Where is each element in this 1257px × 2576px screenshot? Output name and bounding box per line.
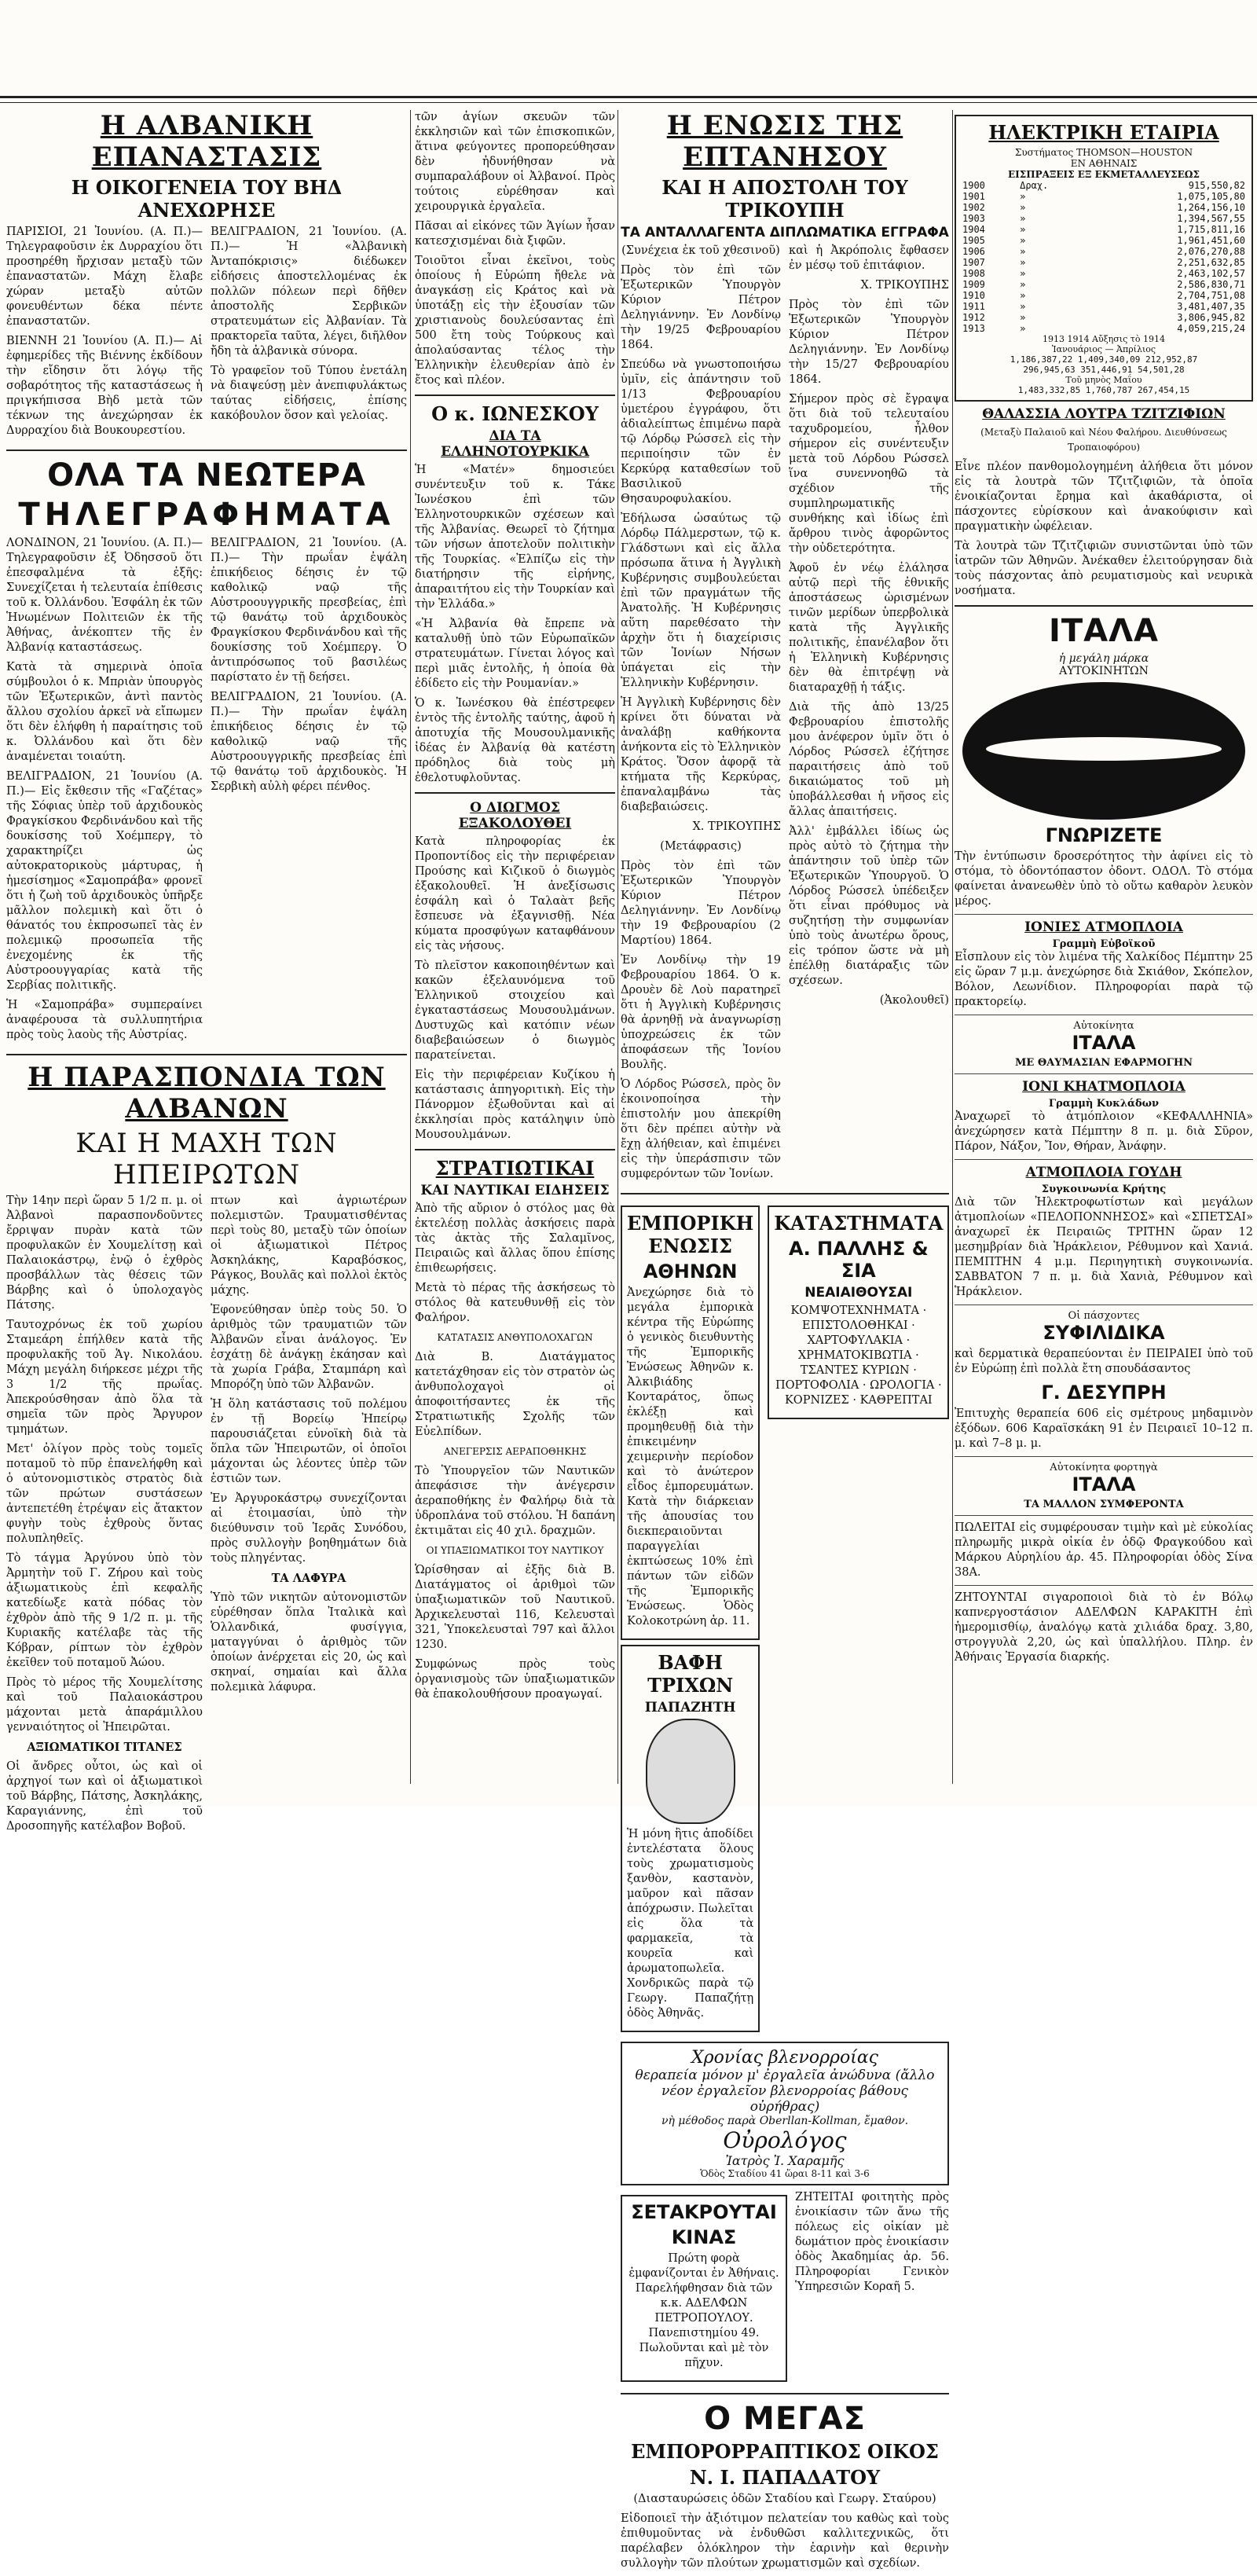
ad-text: Εἰδοποιεῖ τὴν ἀξιότιμον πελατείαν του καθὼς καὶ τοὺς ἐπιθυμοῦντας νὰ ἐνδυθῶσι καλλιτεχνικῶς, ὅτι παρέλαβεν ὁλόκληρον τὴν ἐαρινὴν καὶ θερινὴν συλλογὴν τῶν πλούτων χρωματισμῶν καὶ σχεδίων. [621,2512,949,2570]
revenue-cell: 1903 [962,213,985,224]
ad-subtitle: Γραμμὴ Εὐβοϊκοῦ [1052,938,1156,950]
headline: ΤΗΛΕΓΡΑΦΗΜΑΤΑ [18,497,395,533]
ad-subtitle: ΤΑ ΜΑΛΛΟΝ ΣΥΜΦΕΡΟΝΤΑ [1024,1499,1184,1510]
ad-subtitle: Ν. Ι. ΠΑΠΑΔΑΤΟΥ [689,2466,881,2489]
revenue-cell: » [1020,312,1026,323]
ad-subtitle: Γραμμὴ Κυκλάδων [1048,1098,1160,1110]
article-paragraph: Ὁ Λόρδος Ρώσσελ, πρὸς ὃν ἐκοινοποίησα τὴν ἐπιστολήν μου ἀπεκρίθη ὅτι δὲν πρέπει αὐτὴν νὰ ἔχῃ ἀλήθειαν, καὶ ἐπιμένει εἰς τὴν ὑπεράσπισιν τῶν συμφερόντων τῶν Ἰονίων. [621,1078,781,1180]
ad-subtitle: ΑΘΗΝΩΝ [643,1260,738,1282]
table-footer: 1,483,332,85 1,760,787 267,454,15 [1017,385,1190,395]
article-paragraph: πτων καὶ ἀγριωτέρων πολεμιστῶν. Τραυματισθέντας περὶ τοὺς 80, μεταξὺ τῶν ὁποίων οἱ ἀξιωματικοὶ Πέτρος Ἀσκηλάκης, Καραβόσκος, Ράγκος, Βουλᾶς καὶ πολλοὶ ἐκτὸς μάχης. [211,1194,407,1297]
article-paragraph: Κατὰ τὰ σημερινὰ ὁποῖα σύμβουλοι ὁ κ. Μπριὰν ὑπουργὸς τῶν Ἐξωτερικῶν, ἀντὶ παντὸς ἄλλου σχολίου ἀρκεῖ νὰ εἴπωμεν ὅτι δὲν ἐλήφθη ἡ παραίτησις τοῦ κ. Ὀλλάνδου καὶ ὅτι δὲν ἀναμένεται τοιαύτη. [6,661,203,763]
article-paragraph: Ἀλλ' ἐμβάλλει ἰδίως ὡς πρὸς αὐτὸ τὸ ζήτημα τὴν ἀπάντησιν τοῦ ὑπὲρ τῶν Ἐξωτερικῶν Ὑπουργοῦ. Ὁ Λόρδος Ρώσσελ ὑπέδειξεν ὅτι εἶναι πρόθυμος νὰ συζητήσῃ τὴν συμφωνίαν ὑπὸ τοὺς ἀνωτέρω ὅρους, εἰς τρόπον ὥστε νὰ μὴ ἐπέλθῃ διατάραξις τῶν σχέσεων. [789,825,949,987]
ad-text: Πρώτη φορὰ ἐμφανίζονται ἐν Ἀθήναις. Παρελήφθησαν διὰ τῶν κ.κ. ΑΔΕΛΦΩΝ ΠΕΤΡΟΠΟΥΛΟΥ. Πανεπιστημίου 49. Πωλοῦνται καὶ μὲ τὸν πῆχυν. [628,2252,779,2369]
ad-title: ΙΟΝΙ ΚΗΑΤΜΟΠΛΟΙΑ [1022,1079,1186,1095]
revenue-cell: 1,394,567,55 [1177,213,1245,224]
revenue-row [961,202,1247,213]
revenue-cell: 1,715,811,16 [1177,224,1245,235]
masthead-rule-thin [0,102,1257,103]
ad-text: Τὰ λουτρὰ τῶν Τζιτζιφιῶν συνιστῶνται ὑπὸ τῶν ἰατρῶν τῶν Ἀθηνῶν. Ἀνέκαθεν ἐλειτούργησαν διὰ τοὺς πάσχοντας ἀπὸ ρευματισμοὺς καὶ νευρικὰ νοσήματα. [955,540,1253,597]
revenue-row [961,279,1247,290]
ad-subtitle: Οἱ πάσχοντες [1068,1310,1140,1322]
ad-title: ΕΜΠΟΡΙΚΗ ΕΝΩΣΙΣ [627,1212,754,1257]
ad-title: Χρονίας βλενορροίας [691,2048,878,2068]
revenue-row [961,257,1247,268]
section-subtitle: (Μετάφρασις) [660,840,742,853]
column-1 [6,110,407,1839]
revenue-cell: » [1020,191,1026,202]
revenue-row [961,301,1247,312]
article-paragraph: Μετὰ τὸ πέρας τῆς ἀσκήσεως τὸ στόλος θὰ κατευθυνθῇ εἰς τὸν Φαλήρον. [415,1282,615,1324]
section-subtitle: ΟΙ ΥΠΑΞΙΩΜΑΤΙΚΟΙ ΤΟΥ ΝΑΥΤΙΚΟΥ [426,1545,604,1556]
article-body [6,1194,407,1839]
revenue-cell: 915,550,82 [1188,180,1245,191]
ad-title: ΙΤΑΛΑ [1072,1473,1136,1495]
article-paragraph: Τὸ τάγμα Ἀργύνου ὑπὸ τὸν Ἀρμητὴν τοῦ Γ. Ζήρου καὶ τοὺς ἀξιωματικοὺς ἐπὶ κεφαλῆς κατεδίωξε κατὰ πόδας τὸν ἐχθρὸν ἀπὸ τῆς 9 1/2 π. μ. τῆς Κυριακῆς κατέλαβε τὰς τῆς Κόβραν, ρίπτων τὸν ἐχθρὸν ἐκεῖθεν τοῦ ποταμοῦ Ἀώου. [6,1552,203,1669]
article-paragraph: Διὰ Β. Διατάγματος κατετάχθησαν εἰς τὸν στρατὸν ὡς ἀνθυπολοχαγοὶ οἱ ἀποφοιτήσαντες ἐκ τῆς Στρατιωτικῆς Σχολῆς τῶν Εὐελπίδων. [415,1351,615,1438]
article-paragraph: Ἀπὸ τῆς αὔριον ὁ στόλος μας θὰ ἐκτελέσῃ πολλὰς ἀσκήσεις παρὰ τὰς ἀκτὰς τῆς Σαλαμῖνος, Πειραιῶς καὶ ἄλλας ὅπου ἐπίσης ἐπιθεωρήσεις. [415,1202,615,1275]
revenue-cell: 1910 [962,290,985,301]
ad-text: Ἀναχωρεῖ τὸ ἀτμόπλοιον «ΚΕΦΑΛΛΗΝΙΑ» ἀνεχώρησεν κατὰ Πέμπτην 8 π. μ. διὰ Σῦρον, Πάρον, Νάξον, Ἴον, Θήραν, Ἀνάφην. [955,1110,1253,1153]
ad-text: ΚΟΜΨΟΤΕΧΝΗΜΑΤΑ · ΕΠΙΣΤΟΛΟΘΗΚΑΙ · ΧΑΡΤΟΦΥΛΑΚΙΑ · ΧΡΗΜΑΤΟΚΙΒΩΤΙΑ · ΤΣΑΝΤΕΣ ΚΥΡΙΩΝ · ΠΟΡΤΟΦΟΛΙΑ · ΩΡΟΛΟΓΙΑ · ΚΟΡΝΙΖΕΣ · ΚΑΘΡΕΠΤΑΙ [775,1305,942,1407]
section-subtitle: ΚΑΤΑΤΑΣΙΣ ΑΝΘΥΠΟΛΟΧΑΓΩΝ [437,1332,593,1343]
ad-subtitle: (Μεταξὺ Παλαιοῦ καὶ Νέου Φαλήρου. Διευθύνσεως Τροπαιοφόρου) [980,427,1227,453]
ad-subtitle: ΝΕΑΙΑΙΘΟΥΣΑΙ [804,1285,913,1301]
article-paragraph: Εἰς τὴν περιφέρειαν Κυζίκου ἡ κατάστασις ἀπηγοριτικὴ. Εἰς τὴν Πάνορμον ἐξωθοῦνται καὶ αἱ ἐκκλησίαι πρὸς κατάληψιν ὑπὸ Μουσουλμάνων. [415,1069,615,1141]
ad-subtitle: Αὐτοκίνητα [1073,1020,1134,1032]
ad-text: Διὰ τῶν Ἠλεκτροφωτίστων καὶ μεγάλων ἀτμοπλοίων «ΠΕΛΟΠΟΝΝΗΣΟΣ» καὶ «ΣΠΕΤΣΑΙ» ἀναχωρεῖ ἐκ Πειραιῶς ΤΡΙΤΗΝ ὥραν 12 μεσημβρίαν διὰ Ἡράκλειον, Ρέθυμνον καὶ Χανιά. ΠΕΜΠΤΗΝ 4 μ.μ. Περιηγητικὴ συγκοινωνία. ΣΑΒΒΑΤΟΝ 7 π. μ. διὰ Χανιὰ, Ρέθυμνον καὶ Ἡράκλειον. [955,1196,1253,1298]
ad-text: καὶ δερματικὰ θεραπεύονται ἐν ΠΕΙΡΑΙΕΙ ὑπὸ τοῦ ἐν Εὐρώπῃ ἐπὶ πολλὰ ἔτη σπουδάσαντος [955,1348,1253,1375]
revenue-row [961,224,1247,235]
article-paragraph: (Συνέχεια ἐκ τοῦ χθεσινοῦ) [621,244,780,257]
revenue-row [961,180,1247,191]
ad-electric-company [955,115,1253,402]
ad-text: (Διασταυρώσεις ὁδῶν Σταδίου καὶ Γεωργ. Σταύρου) [633,2493,936,2505]
revenue-cell: » [1020,323,1026,334]
revenue-cell: 1908 [962,268,985,279]
ad-title: ΣΕΤΑΚΡΟΥΤΑΙ [631,2201,777,2223]
article-paragraph: Τὸ γραφεῖον τοῦ Τύπου ἐνετάλη νὰ διαψεύσῃ μὲν ἀνεπιφυλάκτως ταύτας εἰδήσεις, ἐπίσης κακόβουλον ὅσον καὶ γελοίας. [211,365,407,422]
headline: ΟΛΑ ΤΑ ΝΕΩΤΕΡΑ [47,457,366,494]
ad-subtitle: Συστήματος THOMSON—HOUSTON [1014,147,1193,158]
article-paragraph: Σπεύδω νὰ γνωστοποιήσω ὑμῖν, εἰς ἀπάντησιν τοῦ 1/13 Φεβρουαρίου ὑμετέρου ἐγγράφου, ὅτι ἀδιαλείπτως ἐπιμένω παρὰ τῷ Λόρδῳ Ρώσσελ εἰς τὴν περιποίησιν τῶν ἐν Κερκύρᾳ καταθεσίων τοῦ Βασιλικοῦ Θησαυροφυλακίου. [621,358,781,505]
continued-note: (Ἀκολουθεῖ) [879,994,949,1007]
column-divider [410,110,411,1784]
revenue-cell: 1906 [962,246,985,257]
ad-title: ΑΤΜΟΠΛΟΙΑ ΓΟΥΔΗ [1025,1165,1182,1180]
divider [955,1456,1253,1457]
article-paragraph: Ταυτοχρόνως ἐκ τοῦ χωρίου Σταμεάρη ἐπήλθεν κατὰ τῆς προφυλακῆς τοῦ Ἁγ. Νικολάου. Μάχη μεγάλη διήρκεσε μέχρι τῆς 3 1/2 τῆς πρωΐας. Ἀπεκρούσθησαν ἀπὸ ὅλα τὰ σημεῖα τῶν πρὸς Ἄργυρον τμημάτων. [6,1319,203,1436]
article-paragraph: Ἐν Ἀργυροκάστρῳ συνεχίζονται αἱ ἑτοιμασίαι, ὑπὸ τὴν διεύθυνσιν τοῦ Ἱερᾶς Συνόδου, πρὸς συλλογὴν βοηθημάτων διὰ τοὺς πληγέντας. [211,1492,407,1565]
ad-subtitle: ΚΙΝΑΣ [671,2226,737,2248]
revenue-row [961,191,1247,202]
headline: Η ΠΑΡΑΣΠΟΝΔΙΑ ΤΩΝ ΑΛΒΑΝΩΝ [27,1062,386,1125]
revenue-row [961,312,1247,323]
revenue-cell: 2,251,632,85 [1177,257,1245,268]
ad-subtitle: Αὐτοκίνητα φορτηγὰ [1050,1462,1158,1473]
headline: Η ΑΛΒΑΝΙΚΗ ΕΠΑΝΑΣΤΑΣΙΣ [91,110,322,173]
ad-emporiki-enosis [621,1205,760,1640]
signature: Χ. ΤΡΙΚΟΥΠΗΣ [860,279,949,292]
woman-portrait-icon [646,1719,735,1824]
ad-row [621,1201,949,2037]
article-paragraph: Σήμερον πρὸς σὲ ἔγραψα ὅτι διὰ τοῦ τελευταίου ταχυδρομείου, ἦλθον σήμερον εἰς συνέντευξιν μετὰ τοῦ Λόρδου Ρώσσελ ἵνα συνεννοηθῶ τὰ σχέδιον τῆς συμπληρωματικῆς συνθήκης καὶ ἰδίως ἐπὶ ἄρθρου τινὸς ἀφορῶντος τὴν οὐδετερότητα. [789,393,949,555]
ad-text: Ἐπιτυχὴς θεραπεία 606 εἰς σμέτρους μηδαμινὸν ἐξόδων. 606 Καραϊσκάκη 91 ἐν Πειραιεῖ 10–12 π. μ. καὶ 7–8 μ. μ. [955,1407,1253,1450]
article-paragraph: Ἐφονεύθησαν ὑπὲρ τοὺς 50. Ὁ ἀριθμὸς τῶν τραυματιῶν τῶν Ἀλβανῶν εἶναι ἀνάλογος. Ἐν ἐσχάτῃ δὲ ἀνάγκῃ ἐκάησαν καὶ τὰ χωρία Γράβα, Σταμπάρη καὶ Μπορόζη ὑπὸ τῶν Ἀλβανῶν. [211,1304,407,1391]
subheadline: Η ΟΙΚΟΓΕΝΕΙΑ ΤΟΥ ΒΗΔ ΑΝΕΧΩΡΗΣΕ [71,176,343,222]
column-3 [621,110,949,2576]
ad-title: ΙΟΝΙΕΣ ΑΤΜΟΠΛΟΙΑ [1024,919,1183,935]
revenue-cell: Δραχ. [1020,180,1049,191]
table-footer: 1,186,387,22 1,409,340,09 212,952,87 [1010,354,1198,365]
article-paragraph: Διὰ τῆς ἀπὸ 13/25 Φεβρουαρίου ἐπιστολῆς μου ἀνέφερον ὑμῖν ὅτι ὁ Λόρδος Ρώσσελ ἐζήτησε παραιτήσεις ἀπὸ τοῦ δικαιώματος τοῦ μὴ ὑποβάλλεσθαι ἡ νῆσος εἰς ἄλλας ἀπαιτήσεις. [789,701,949,818]
article-body [6,536,407,1048]
article-paragraph: Ὁ κ. Ἰωνέσκου θὰ ἐπέστρεφεν ἐντὸς τῆς ἐντολῆς ταύτης, ἀφοῦ ἡ ἀποτυχία τῆς Μουσουλμανικῆς ἰδέας ἐν Ἀλβανίᾳ θὰ κατέστη πρόδηλος διὰ τοὺς μὴ ἐθελοτυφλοῦντας. [415,697,615,784]
article-paragraph: Κατὰ πληροφορίας ἐκ Προποντίδος εἰς τὴν περιφέρειαν Προύσης καὶ Κιζικοῦ ὁ διωγμὸς ἐξακολουθεῖ. Ἡ ἀνεξίσωσις ἐσφάλη καὶ ὁ Ταλαὰτ βεῆς ἔσπευσε νὰ ἐξαγνισθῇ. Νέα κύματα προσφύγων καταφθάνουν εἰς τὰς νήσους. [415,835,615,952]
column-4 [955,110,1253,1670]
ad-subtitle: ΕΝ ΑΘΗΝΑΙΣ [1070,158,1138,169]
article-paragraph: Ἐν Λονδίνῳ τὴν 19 Φεβρουαρίου 1864. Ὁ κ. Δρουὲν δὲ Λοὺ παρατηρεῖ ὅτι ἡ Ἀγγλικὴ Κυβέρνησις θὰ ἀρνηθῇ νὰ ἀναγνωρίσῃ ὑποχρεώσεις ἐκ τῶν ἀποφάσεων τῆς Ἰονίου Βουλῆς. [621,954,781,1071]
revenue-cell: 1902 [962,202,985,213]
article-paragraph: Τοιοῦτοι εἶναι ἐκεῖνοι, τοὺς ὁποίους ἡ Εὐρώπη ἤθελε νὰ ἀναγκάσῃ εἰς Κράτος καὶ νὰ ὑποτάξῃ εἰς τὴν ἐξουσίαν τῶν χριστιανοὺς δουλεύσαντας ἐπὶ 500 ἔτη τοὺς Τούρκους καὶ ἀπολαύσαντας τέλος τὴν Ἑλληνικὴν ἐλευθερίαν ἀπὸ ἐν ἔτος καὶ πλέον. [415,255,615,387]
divider [621,2393,949,2394]
subheadline: ΔΙΑ ΤΑ ΕΛΛΗΝΟΤΟΥΡΚΙΚΑ [441,428,589,460]
article-paragraph: Μετ' ὀλίγον πρὸς τοὺς τομεῖς ποταμοῦ τὸ πῦρ ἐπανελήφθη καὶ ὁ αὐτονομιστικὸς στρατὸς διὰ τῶν πρώτων συστάσεων ἀντεπετέθη ἐτρέψαν εἰς ἄτακτον φυγὴν τοὺς ἐχθροὺς ὅντας πολυπληθεῖς. [6,1443,203,1545]
revenue-cell: » [1020,213,1026,224]
table-footer: 296,945,63 351,446,91 54,501,28 [1023,365,1185,375]
ad-subtitle: ἡ μεγάλη μάρκα [1058,652,1149,665]
article-body [6,225,407,443]
revenue-cell: 1,264,156,10 [1177,202,1245,213]
revenue-row [961,213,1247,224]
column-divider [952,110,953,1784]
ad-ourologos [621,2042,949,2185]
revenue-cell: 1905 [962,235,985,246]
article-paragraph: Ἡ Ἀγγλικὴ Κυβέρνησις δὲν κρίνει ὅτι δύναται νὰ ἀναλάβῃ καθήκοντα ἀνήκοντα εἰς τὸ Ἑλληνικὸν Κράτος. Ὅσον ἀφορᾷ τὰ κτήματα τῆς Κερκύρας, ἐπαναλαμβάνω τὰς διαβεβαιώσεις. [621,696,781,813]
revenue-cell: 1911 [962,301,985,312]
revenue-cell: 4,059,215,24 [1177,323,1245,334]
revenue-row [961,323,1247,334]
masthead-rule [0,96,1257,98]
article-paragraph: καὶ ἡ Ἀκρόπολις ἔφθασεν ἐν μέσῳ τοῦ ἐπιτάφιον. [789,244,949,272]
revenue-cell: 1,961,451,60 [1177,235,1245,246]
ad-subtitle: ΕΜΠΟΡΟΡΡΑΠΤΙΚΟΣ ΟΙΚΟΣ [631,2440,939,2463]
ad-text: Εἶνε πλέον πανθομολογημένη ἀλήθεια ὅτι μόνον εἰς τὰ λουτρὰ τῶν Τζιτζιφιῶν, τὰ ὁποῖα ἐνοικίαζονται ἔρημα καὶ ἀκαθάριστα, οἱ πάσχοντες εὑρίσκουν καὶ ἀνακούφισιν καὶ πραγματικὴν ὠφέλειαν. [955,461,1253,533]
ad-text: Ὁδὸς Σταδίου 41 ὥραι 8-11 καὶ 3-6 [700,2168,870,2179]
divider [955,1515,1253,1516]
ad-text: Τὴν ἐντύπωσιν δροσερότητος τὴν ἀφίνει εἰς τὸ στόμα, τὸ ὀδοντόπαστον ὀδοντ. ΟΔΟΛ. Τὸ στόμα φαίνεται ἀνανεωθὲν ὑπὸ τὸ οὕτω καθαρὸν λευκὸν μέρος. [955,850,1253,908]
article-paragraph: Πρὸς τὸν ἐπὶ τῶν Ἐξωτερικῶν Ὑπουργὸν Κύριον Πέτρον Δεληγιάννην. Ἐν Λονδίνῳ τὴν 19 Φεβρουαρίου (2 Μαρτίου) 1864. [621,860,781,947]
ad-subtitle: Συγκοινωνία Κρήτης [1041,1183,1167,1195]
divider [955,1073,1253,1074]
subheadline: ΤΑ ΑΝΤΑΛΛΑΓΕΝΤΑ ΔΙΠΛΩΜΑΤΙΚΑ ΕΓΓΡΑΦΑ [621,225,949,240]
revenue-cell: 1901 [962,191,985,202]
revenue-row [961,268,1247,279]
divider [415,1149,615,1150]
revenue-row [961,290,1247,301]
subheadline: ΚΑΙ Η ΑΠΟΣΤΟΛΗ ΤΟΥ ΤΡΙΚΟΥΠΗ [661,176,908,222]
article-paragraph: Ἀφοῦ ἐν νέῳ ἐλάλησα αὐτῷ περὶ τῆς ἐθνικῆς ἀποστάσεως ὡρισμένων τινῶν μερίδων ὑπερβολικὰ κατὰ τῆς Ἀγγλικῆς πολιτικῆς, ἐπανέλαβον ὅτι ἡ Ἑλληνικὴ Κυβέρνησις δὲν θὰ ἐπιτρέψῃ νὰ διαταραχθῇ ἡ τάξις. [789,562,949,694]
headline: Η ΕΝΩΣΙΣ ΤΗΣ ΕΠΤΑΝΗΣΟΥ [666,110,903,173]
ad-katastimata [768,1205,949,1419]
divider [415,792,615,794]
ad-title: ΓΝΩΡΙΖΕΤΕ [1045,824,1163,846]
divider [955,1159,1253,1160]
ad-text: νὴ μέθοδος παρὰ Oberllan-Kollman, ἔμαθον. [661,2115,909,2127]
revenue-cell: 1912 [962,312,985,323]
divider [415,394,615,396]
article-paragraph: Τὸ πλεῖστον κακοποιηθέντων καὶ κακῶν ἐξελαυνόμενα τοῦ Ἑλληνικοῦ στοιχείου καὶ ἐγκαταστάσεως Μουσουλμάνων. Δυστυχῶς καὶ κατόπιν νέων διαβεβαιώσεων ὁ διωγμὸς παρατείνεται. [415,960,615,1062]
ad-text: Εἶσπλουν εἰς τὸν λιμένα τῆς Χαλκίδος Πέμπτην 25 εἰς ὥραν 7 μ.μ. ἀνεχώρησε διὰ Σκιάθον, Σκόπελον, Βόλον, Λεωνίδιον. Πληροφορίαι παρὰ τῷ πρακτορείῳ. [955,951,1253,1008]
revenue-cell: 1900 [962,180,985,191]
article-paragraph: Πρὸς τὸν ἐπὶ τῶν Ἐξωτερικῶν Ὑπουργὸν Κύριον Πέτρον Δεληγιάννην. Ἐν Λονδίνῳ τὴν 19/25 Φεβρουαρίου 1864. [621,264,781,351]
table-footer: Τοῦ μηνὸς Μαΐου [1065,375,1142,385]
table-footer: 1913 1914 Αὔξησις τὸ 1914 [1043,334,1165,344]
ad-title: Οὐρολόγος [723,2127,847,2153]
article-paragraph: ΒΙΕΝΝΗ 21 Ἰουνίου (Α. Π.)— Αἱ ἐφημερίδες τῆς Βιέννης ἐκδίδουν τὴν εἴδησιν ὅτι λόγῳ τῆς σοβαρότητος τῆς καταστάσεως ἡ πριγκήπισσα Βὴδ μετὰ τῶν τέκνων της ἀνεχώρησαν ἐκ Δυρραχίου διὰ Βουκουρεστίου. [6,335,203,437]
revenue-cell: 1913 [962,323,985,334]
section-subtitle: ΤΑ ΛΑΦΥΡΑ [271,1572,346,1585]
article-paragraph: Ἡ «Ματέν» δημοσιεύει συνέντευξιν τοῦ κ. Τάκε Ἰωνέσκου ἐπὶ τῶν Ἑλληνοτουρκικῶν σχέσεων καὶ τῆς Ἀλβανίας. Θεωρεῖ τὸ ζήτημα τῶν νήσων ἀποτελοῦν πολιτικὴν τῆς Τουρκίας. «Ἐλπίζω εἰς τὴν διατήρησιν τῆς εἰρήνης, ἀπαραιτήτου εἰς τὴν Τουρκίαν καὶ τὴν Ἑλλάδα.» [415,464,615,611]
ad-title: ΚΑΤΑΣΤΗΜΑΤΑ [774,1212,944,1235]
article-paragraph: Ὑπὸ τῶν νικητῶν αὐτονομιστῶν εὑρέθησαν ὅπλα Ἰταλικὰ καὶ Ὁλλανδικά, φυσίγγια, ματαγγύναι ὁ ἀριθμὸς τῶν ὁποίων ἀνέρχεται εἰς 20, ὡς καὶ σκηναί, σημαίαι καὶ ἄλλα πολεμικὰ λάφυρα. [211,1591,407,1693]
article-paragraph: Ἡ «Σαμοπράβα» συμπεραίνει ἀναφέρουσα τὰ συλλυπητήρια πρὸς τοὺς λαοὺς τῆς Αὐστρίας. [6,999,203,1041]
ad-text: ΖΗΤΟΥΝΤΑΙ σιγαροποιοὶ διὰ τὸ ἐν Βόλῳ καπνεργοστάσιον ΑΔΕΛΦΩΝ ΚΑΡΑΚΙΤΗ ἐπὶ ἡμερομισθίῳ, ἀναλόγῳ κατὰ χιλιάδα δραχ. 3,80, στρογγυλὰ 2,20, ὡς καὶ ὑπαλλήλου. Πληρ. ἐν Ἀθήναις Ἐργασία διαρκής. [955,1591,1253,1664]
ad-row [621,2190,949,2387]
ad-text: ΖΗΤΕΙΤΑΙ φοιτητὴς πρὸς ἐνοικίασιν τῶν ἄνω τῆς πόλεως εἰς οἰκίαν μὲ δωμάτιον πρὸς ἐνοικίασιν ὁδὸς Ἀκαδημίας ἀρ. 56. Πληροφορίαι Γενικὸν Ὑπηρεσιῶν Κοραῆ 5. [795,2191,949,2293]
revenue-cell: 2,586,830,71 [1177,279,1245,290]
revenue-cell: 1,075,105,80 [1177,191,1245,202]
article-body [621,244,949,1187]
revenue-cell: » [1020,202,1026,213]
revenue-cell: » [1020,257,1026,268]
divider [6,1054,407,1055]
section-subtitle: ΑΝΕΓΕΡΣΙΣ ΑΕΡΑΠΟΘΗΚΗΣ [443,1446,587,1457]
divider [621,1193,949,1194]
ad-subtitle: ΕΙΣΠΡΑΞΕΙΣ ΕΞ ΕΚΜΕΤΑΛΛΕΥΣΕΩΣ [1008,169,1200,180]
signature: Χ. ΤΡΙΚΟΥΠΗΣ [692,820,781,833]
headline: ΣΤΡΑΤΙΩΤΙΚΑΙ [435,1157,595,1180]
revenue-cell: » [1020,290,1026,301]
article-paragraph: Τὴν 14ην περὶ ὥραν 5 1/2 π. μ. οἱ Ἀλβανοὶ παρασπονδοῦντες ἔρριψαν πυρὰν κατὰ τῶν προφυλακῶν ἐν Χουμελίτσῃ καὶ Παλαιοκάστρῳ, ἐνῷ ὁ ἐχθρὸς προσβάλλων τὰς θέσεις τῶν Βάρβης καὶ ὁ ὑπολοχαγὸς Πάτσης. [6,1194,203,1312]
ad-text: Ἰατρὸς Ἰ. Χαραμῆς [725,2153,845,2168]
headline: Ο ΔΙΩΓΜΟΣ ΕΞΑΚΟΛΟΥΘΕΙ [458,800,572,831]
column-2 [415,110,615,1707]
ad-zitite [795,2190,949,2387]
article-paragraph: τῶν ἁγίων σκευῶν τῶν ἐκκλησιῶν καὶ τῶν ἐπισκοπικῶν, ἅτινα φεύγοντες προπορεύθησαν δὲν ἠδυνήθησαν νὰ συμπαραλάβουν οἱ Ἀλβανοί. Πρὸς τούτοις εὑρέθησαν καὶ χειρουργικὰ ἐργαλεῖα. [415,111,615,213]
ad-title: ΙΤΑΛΑ [1072,1032,1136,1054]
ad-subtitle: ΜΕ ΘΑΥΜΑΣΙΑΝ ΕΦΑΡΜΟΓΗΝ [1015,1057,1193,1069]
revenue-cell: » [1020,268,1026,279]
article-paragraph: ΠΑΡΙΣΙΟΙ, 21 Ἰουνίου. (Α. Π.)— Τηλεγραφοῦσιν ἐκ Δυρραχίου ὅτι προσηρέθη ἤρχισαν μεταξὺ τῶν ἐπαναστατῶν. Μάχη ἔλαβε χώραν μεταξὺ αὐτῶν φονευθέντων δέκα πέντε ἐπαναστατῶν. [6,226,203,328]
divider [6,450,407,451]
ad-title: ΒΑΦΗ ΤΡΙΧΩΝ [647,1651,734,1697]
divider [955,914,1253,915]
table-footer: Ἰανουάριος — Ἀπρίλιος [1051,344,1156,354]
article-paragraph: ΒΕΛΙΓΡΑΔΙΟΝ, 21 Ἰουνίου (Α. Π.)— Εἰς ἔκθεσιν τῆς «Γαζέτας» τῆς Σόφιας ὑπὲρ τοῦ ἀρχιδουκὸς Φραγκίσκου Φερδινάνδου καὶ τῆς δουκίσσης τοῦ Χοέμπεργ, τὸ χαρακτηρίζει ὡς αὐτοκρατορικοὺς μάρτυρας, ἡ ἡμεσίσημος «Σαμοπράβα» φρονεῖ ὅτι ἡ ζωὴ τοῦ ἀρχιδουκὸς ὑπῆρξε μᾶλλον πολεμικὴ καὶ ὅτι ὁ θάνατός του ἐκπροσωπεῖ τὰς ἐν πολεμικῷ προσωπεῖα τῆς ἐνεχομένης ἐκ τῆς Αὐστροουγγαρίας κατὰ τῆς Σερβίας πολιτικῆς. [6,770,203,992]
revenue-cell: » [1020,279,1026,290]
ad-subtitle: ΠΑΠΑΖΗΤΗ [644,1700,736,1715]
revenue-cell: 2,704,751,08 [1177,290,1245,301]
divider [955,605,1253,607]
article-paragraph: Πρὸς τὸ μέρος τῆς Χουμελίτσης καὶ τοῦ Παλαιοκάστρου μάχονται μετὰ ἀπαράμιλλου γενναιότητος οἱ Ἠπειρῶται. [6,1676,203,1734]
divider [955,1585,1253,1586]
ad-hair-dye [621,1645,760,2032]
ad-text: Ἡ μόνη ἣτις ἀποδίδει ἐντελέστατα ὅλους τοὺς χρωματισμοὺς ξανθὸν, καστανὸν, μαῦρον καὶ πᾶσαν ἀπόχρωσιν. Πωλεῖται εἰς ὅλα τὰ φαρμακεῖα, τὰ κουρεῖα καὶ ἀρωματοπωλεῖα. Χονδρικῶς παρὰ τῷ Γεωργ. Παπαζήτῃ ὁδὸς Ἀθηνᾶς. [627,1828,754,2020]
revenue-cell: 1907 [962,257,985,268]
revenue-cell: 2,463,102,57 [1177,268,1245,279]
article-paragraph: ΒΕΛΙΓΡΑΔΙΟΝ, 21 Ἰουνίου. (Α. Π.)— Τὴν πρωΐαν ἐψάλη ἐπικήδειος δέησις ἐν τῷ καθολικῷ ναῷ τῆς Αὐστροουγγρικῆς πρεσβείας ἐπὶ τῷ θανάτῳ τοῦ ἀρχιδουκὸς. Ἡ Σερβικὴ αὐλὴ φέρει πένθος. [211,691,407,793]
article-paragraph: Ἡ ὅλη κατάστασις τοῦ πολέμου ἐν τῇ Βορείῳ Ἠπείρῳ παρουσιάζεται εὐνοϊκὴ διὰ τὰ ὅπλα τῶν Ἠπειρωτῶν, οἱ ὁποῖοι μάχονται ὡς λέοντες ὑπὲρ τῶν ἑστιῶν των. [211,1398,407,1485]
headline: Ο κ. ΙΩΝΕΣΚΟΥ [431,402,599,425]
revenue-row [961,235,1247,246]
lips-illustration-icon [962,682,1245,820]
ad-title: Γ. ΔΕΣΥΠΡΗ [1041,1382,1167,1404]
revenue-cell: 3,481,407,35 [1177,301,1245,312]
ad-text: ΠΩΛΕΙΤΑΙ εἰς συμφέρουσαν τιμὴν καὶ μὲ εὐκολίας πληρωμῆς μικρὰ οἰκία ἐν ὁδῷ Φραγκούδου καὶ Μάρκου Αὐρηλίου ἀρ. 45. Πληροφορίαι ὁδὸς Σίνα 38Α. [955,1521,1253,1579]
revenue-cell: 1909 [962,279,985,290]
revenue-cell: » [1020,224,1026,235]
ad-subtitle: ΑΥΤΟΚΙΝΗΤΩΝ [1059,665,1149,677]
ad-subtitle: Α. ΠΑΛΛΗΣ & ΣΙΑ [789,1238,929,1282]
article-paragraph: ΒΕΛΙΓΡΑΔΙΟΝ, 21 Ἰουνίου. (Α. Π.)— Ἡ «Ἀλβανικὴ Ἀνταπόκρισις» διέδωκεν εἰδήσεις ἀποστελλομένας ἐκ πολλῶν πόλεων περὶ δῆθεν ἀποστολῆς Σερβικῶν στρατευμάτων εἰς Ἀλβανίαν. Τὰ πρακτορεῖα ταῦτα, λέγει, διῆλθον ἤδη τὰ ἀλβανικὰ σύνορα. [211,226,407,358]
section-subtitle: ΑΞΙΩΜΑΤΙΚΟΙ ΤΙΤΑΝΕΣ [27,1741,182,1754]
revenue-cell: 2,076,270,88 [1177,246,1245,257]
revenue-cell: » [1020,246,1026,257]
revenue-cell: 1904 [962,224,985,235]
ad-title: ΣΥΦΙΛΙΔΙΚΑ [1043,1322,1165,1344]
article-paragraph: Πρὸς τὸν ἐπὶ τῶν Ἐξωτερικῶν Ὑπουργὸν Κύριον Πέτρον Δεληγιάννην. Ἐν Λονδίνῳ τὴν 15/27 Φεβρουαρίου 1864. [789,299,949,386]
article-paragraph: ΛΟΝΔΙΝΟΝ, 21 Ἰουνίου. (Α. Π.)— Τηλεγραφοῦσιν ἐξ Ὀδησσοῦ ὅτι ἐπεσφαλμένα τὰ ἐξῆς: Συνεχίζεται ἡ τελευταία ἐπίθεσις τοῦ κ. Ὀλλάνδου. Ἐσφάλη ἐκ τῶν Ἡνωμένων Πολιτειῶν ἐκ τῆς Ἀθήνας, ἀνέκοπτεν τῆς ἐν Ἀλβανίᾳ καταστάσεως. [6,537,203,654]
ad-text: Ἀνεχώρησε διὰ τὸ μεγάλα ἐμπορικὰ κέντρα τῆς Εὐρώπης ὁ γενικὸς διευθυντὴς τῆς Ἐμπορικῆς Ἑνώσεως Ἀθηνῶν κ. Ἀλκιβιάδης Κονταράτος, ὅπως ἐκλέξῃ καὶ προμηθευθῇ διὰ τὴν ἐπικειμένην χειμερινὴν περίοδον καὶ τὸ ἀνώτερον εἶδος ἐμπορευμάτων. Κατὰ τὴν διάρκειαν τῆς ἀπουσίας του διεκπεραιοῦνται παραγγελίαι ἐκπτώσεως 10% ἐπὶ πάντων τῶν εἰδῶν τῆς Ἐμπορικῆς Ἑνώσεως. Ὁδὸς Κολοκοτρώνη ἀρ. 11. [627,1286,754,1627]
ad-title: Ο ΜΕΓΑΣ [704,2401,866,2437]
revenue-cell: » [1020,301,1026,312]
article-paragraph: Οἱ ἄνδρες οὗτοι, ὡς καὶ οἱ ἀρχηγοί των καὶ οἱ ἀξιωματικοὶ τοῦ Βάρβης, Πάτσης, Ἀσκηλάκης, Καραγιάννης, ἐπὶ τοῦ Δροσοπηγῆς κατέλαβον Βοβοῦ. [6,1760,203,1833]
revenue-cell: 3,806,945,82 [1177,312,1245,323]
article-paragraph: ΒΕΛΙΓΡΑΔΙΟΝ, 21 Ἰουνίου. (Α. Π.)— Τὴν πρωΐαν ἐψάλη ἐπικήδειος δέησις ἐν τῷ καθολικῷ ναῷ τῆς Αὐστροουγγρικῆς πρεσβείας, ἐπὶ τῷ θανάτῳ τοῦ ἀρχιδουκὸς Φραγκίσκου Φερδινάνδου καὶ τῆς δουκίσσης τοῦ Χοέμπεργ. Ὁ ἀντιπρόσωπος τοῦ βασιλέως παρίστατο ἐν τῇ δεήσει. [211,537,407,684]
article-paragraph: Πᾶσαι αἱ εἰκόνες τῶν Ἁγίων ἦσαν κατεσχισμέναι διὰ ξιφῶν. [415,220,615,248]
article-paragraph: Ἐδήλωσα ὡσαύτως τῷ Λόρδῳ Πάλμερστων, τῷ κ. Γλάδστωνι καὶ εἰς ἄλλα πρόσωπα ἅτινα ἡ Ἀγγλικὴ Κυβέρνησις συμβουλεύεται ἐπὶ τῶν πραγμάτων τῆς Ἀνατολῆς. Ἡ Κυβέρνησις αὕτη παρεθέσατο τὴν ἀρχὴν ὅτι ἡ διαχείρισις τῶν Ἰονίων Νήσων ὑπάγεται εἰς τὴν Ἑλληνικὴν Κυβέρνησιν. [621,512,781,689]
ad-text: θεραπεία μόνον μ' ἐργαλεῖα ἀνώδυνα (ἄλλο νέον ἐργαλεῖον βλενορροίας βάθους οὐρήθρας) [635,2068,935,2115]
ad-setakroutai [621,2195,787,2382]
article-paragraph: Τὸ Ὑπουργεῖον τῶν Ναυτικῶν ἀπεφάσισε τὴν ἀνέγερσιν ἀεραποθήκης ἐν Φαλήρῳ διὰ τὰ ὑδροπλάνα τοῦ στόλου. Ἡ δαπάνη ἐκτιμᾶται εἰς 40 χιλ. δραχμῶν. [415,1465,615,1537]
article-paragraph: Συμφώνως πρὸς τοὺς ὀργανισμοὺς τῶν ὑπαξιωματικῶν θὰ ἐπακολουθήσουν προαγωγαί. [415,1658,615,1701]
revenue-row [961,246,1247,257]
revenue-cell: » [1020,235,1026,246]
subheadline: ΚΑΙ Η ΜΑΧΗ ΤΩΝ ΗΠΕΙΡΩΤΩΝ [75,1128,338,1191]
ad-title: ΙΤΑΛΑ [1048,613,1160,649]
ad-title: ΘΑΛΑΣΣΙΑ ΛΟΥΤΡΑ ΤΖΙΤΖΙΦΙΩΝ [982,406,1226,422]
revenue-table [961,180,1247,334]
subheadline: ΚΑΙ ΝΑΥΤΙΚΑΙ ΕΙΔΗΣΕΙΣ [420,1183,610,1198]
article-paragraph: «Ἡ Ἀλβανία θὰ ἔπρεπε νὰ καταλυθῇ ὑπὸ τῶν Εὐρωπαϊκῶν στρατευμάτων. Γίνεται λόγος καὶ περὶ μιᾶς ἐντολῆς, ἡ ὁποία θὰ ἐδίδετο εἰς τὴν Ρουμανίαν.» [415,618,615,690]
ad-title: ΗΛΕΚΤΡΙΚΗ ΕΤΑΙΡΙΑ [988,121,1219,144]
article-paragraph: Ὡρίσθησαν αἱ ἐξῆς διὰ Β. Διατάγματος οἱ ἀριθμοὶ τῶν ὑπαξιωματικῶν τοῦ Ναυτικοῦ. Ἀρχικελευσταὶ 116, Κελευσταὶ 321, Ὑποκελευσταὶ 797 καὶ ἄλλοι 1230. [415,1564,615,1651]
